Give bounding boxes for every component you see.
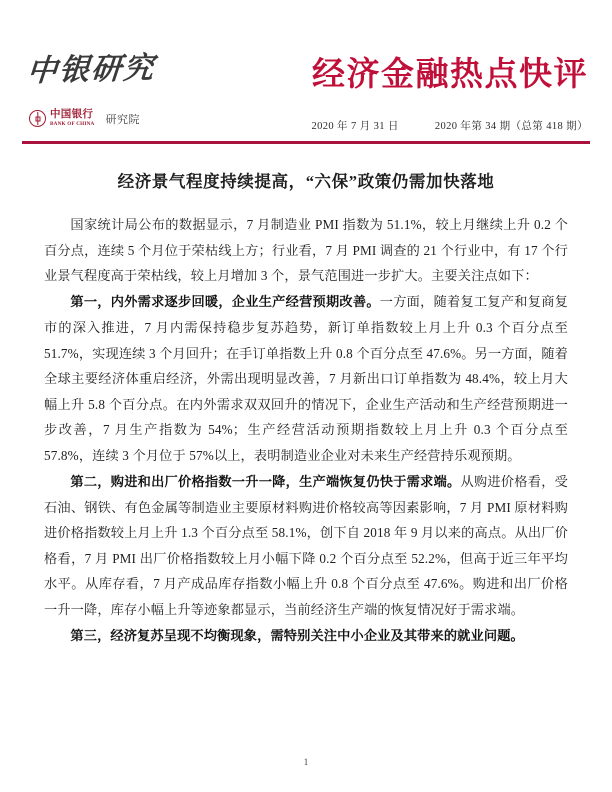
- publication-title: 经济金融热点快评: [312, 57, 588, 93]
- institute-label: 研究院: [105, 113, 140, 126]
- article-title: 经济景气程度持续提高，“六保”政策仍需加快落地: [117, 172, 495, 191]
- paragraph-point-two: [44, 469, 568, 623]
- bank-of-china-logo-group: [29, 110, 140, 127]
- brand-calligraphy-logo: 中银研究: [25, 51, 157, 88]
- bank-name-english: BANK OF CHINA: [50, 120, 95, 127]
- bank-of-china-emblem-icon: [29, 110, 46, 127]
- masthead: [0, 0, 612, 152]
- paragraph-point-three-heading: 第三，经济复苏呈现不均衡现象，需特别关注中小企业及其带来的就业问题。: [70, 628, 524, 644]
- paragraph-point-one: [44, 289, 568, 468]
- paragraph-intro: [44, 212, 568, 289]
- article-body: [44, 170, 568, 649]
- paragraph-text: 从购进价格看，受石油、钢铁、有色金属等制造业主要原材料购进价格较高等因素影响，7 月 PMI 原材料购进价格指数较上月上升 1.3 个百分点至 58.1%，创下自 2018 年 9 月以来的高点。从出厂价格看，7 月 PMI 出厂价格指数较上月小幅下降 0.2 个百分点至 52.2%，但高于近三年平均水平。从库存看，7 月产成品库存指数小幅上升 0.8 个百分点至 47.6%。购进和出厂价格一升一降，库存小幅上升等迹象都显示，当前经济生产端的恢复情况好于需求端。: [44, 474, 568, 617]
- paragraph-lead: 第一，内外需求逐步回暖，企业生产经营预期改善。: [70, 294, 380, 310]
- paragraph-text: 国家统计局公布的数据显示，7 月制造业 PMI 指数为 51.1%，较上月继续上升 0.2 个百分点，连续 5 个月位于荣枯线上方；行业看，7 月 PMI 调查的 21 个行业中，有 17 个行业景气程度高于荣枯线，较上月增加 3 个，景气范围进一步扩大。主要关注点如下：: [44, 217, 568, 284]
- page-number: 1: [303, 757, 309, 767]
- paragraph-lead: 第二，购进和出厂价格指数一升一降，生产端恢复仍快于需求端。: [70, 474, 461, 490]
- masthead-meta: [311, 118, 588, 133]
- bank-name-chinese: 中国银行: [50, 109, 94, 120]
- issue-date: 2020 年 7 月 31 日: [311, 121, 399, 132]
- brand-block: [25, 51, 277, 127]
- masthead-divider: [22, 141, 590, 144]
- issue-number: 2020 年第 34 期（总第 418 期）: [434, 121, 588, 132]
- paragraph-text: 一方面，随着复工复产和复商复市的深入推进，7 月内需保持稳步复苏趋势，新订单指数较上月上升 0.3 个百分点至 51.7%，实现连续 3 个月回升；在手订单指数上升 0.8 个百分点至 47.6%。另一方面，随着全球主要经济体重启经济，外需出现明显改善，7 月新出口订单指数为 48.4%，较上月大幅上升 5.8 个百分点。在内外需求双双回升的情况下，企业生产活动和生产经营预期进一步改善，7 月生产指数为 54%；生产经营活动预期指数较上月上升 0.3 个百分点至 57.8%，连续 3 个月位于 57%以上，表明制造业企业对未来生产经营持乐观预期。: [44, 294, 568, 463]
- bank-of-china-wordmark: [50, 110, 95, 127]
